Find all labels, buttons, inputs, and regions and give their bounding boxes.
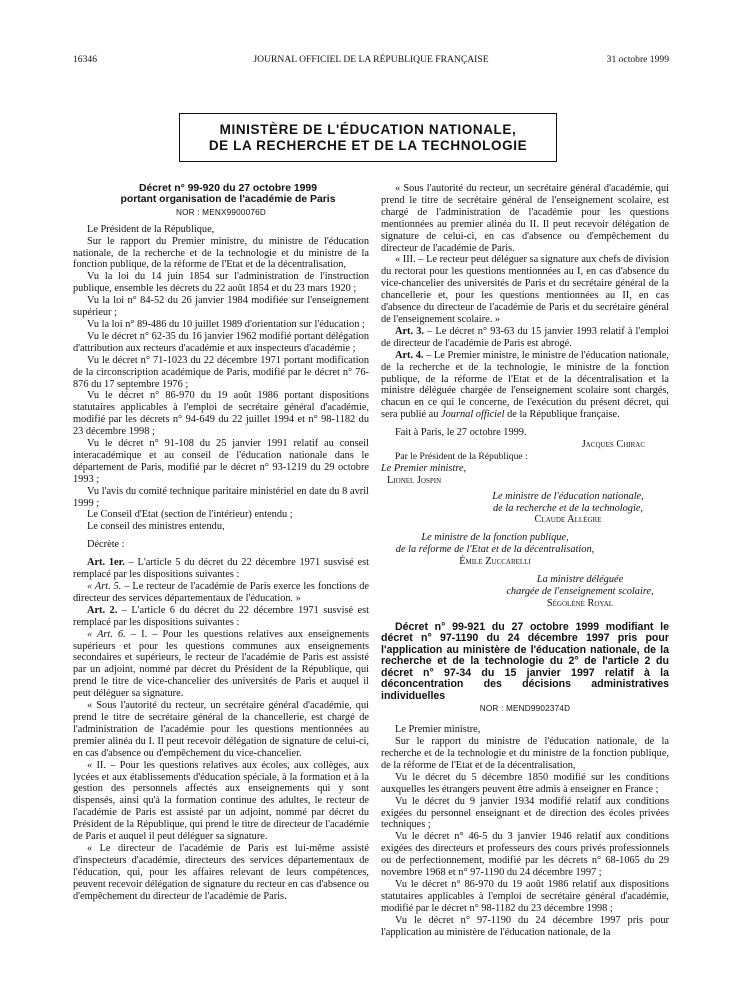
- decree2-visa: Sur le rapport du ministre de l'éducation nationale, de la recherche et de la technologie et du ministre de la fonction publique, de la réforme de l'Etat et de la décentralisation,: [381, 736, 669, 771]
- ministry-heading-line1: MINISTÈRE DE L'ÉDUCATION NATIONALE,: [219, 122, 517, 137]
- president-signature: Jacques Chirac: [581, 439, 645, 451]
- article-3-text: – Le décret n° 93-63 du 15 janvier 1993 relatif à l'emploi de directeur de l'académie de Paris est abrogé.: [381, 325, 669, 349]
- min-fp-block: [381, 532, 609, 568]
- article-6-label: « Art. 6.: [87, 628, 126, 640]
- min-fp-title2: de la réforme de l'Etat et de la décentralisation,: [395, 544, 595, 556]
- page-header: [73, 54, 669, 68]
- decree2-intro: Le Premier ministre,: [395, 724, 481, 736]
- decree2-visa: Vu le décret n° 46-5 du 3 janvier 1946 relatif aux conditions exigées des directeurs et professeurs des cours privés professionnels ou de perfectionnement, modifié par les décrets n° 68-1065 du 29 novembre 1968 et n° 97-1190 du 24 décembre 1997 ;: [381, 831, 669, 879]
- decree1-visa: Le Conseil d'Etat (section de l'intérieur) entendu ;: [87, 509, 293, 521]
- min-del-title1: La ministre déléguée: [536, 574, 624, 586]
- ministry-heading-box: [179, 113, 557, 162]
- min-del-block: [491, 574, 669, 610]
- article-4-label: Art. 4.: [395, 349, 424, 361]
- decree2-visa: Vu le décret n° 97-1190 du 24 décembre 1997 pris pour l'application au ministère de l'éducation nationale, de la: [381, 914, 669, 938]
- decree1-visa: Vu le décret n° 86-970 du 19 août 1986 portant dispositions statutaires applicables à l'emploi de secrétaire général d'académie, modifié par les décrets n° 94-649 du 22 juillet 1994 et n° 98-1182 du 23 décembre 1998 ;: [73, 390, 369, 438]
- decree1-visa: Le conseil des ministres entendu,: [87, 521, 225, 533]
- article-2-text: – L'article 6 du décret du 22 décembre 1971 susvisé est remplacé par les dispositions suivantes :: [73, 604, 370, 628]
- decree2-title: Décret n° 99-921 du 27 octobre 1999 modifiant le décret n° 97-1190 du 24 décembre 1997 pris pour l'application au ministère de l'éducation nationale, de la recherche et de la technologie du 2° de l'article 2 du décret n° 97-34 du 15 janvier 1997 relatif à la déconcentration des décisions administratives individuelles: [381, 620, 669, 702]
- article-2-label: Art. 2.: [87, 604, 118, 616]
- article-6-para-4: « Le directeur de l'académie de Paris est lui-même assisté d'inspecteurs d'académie, directeurs des services départementaux de l'éducation, qui, pour les affaires relevant de leurs compétences, peuvent recevoir délégation de signature du recteur en cas d'absence ou d'empêchement du directeur de l'académie de Paris.: [73, 842, 369, 902]
- decree1-visa: Vu l'avis du comité technique paritaire ministériel en date du 8 avril 1999 ;: [73, 485, 369, 509]
- min-fp-title1: Le ministre de la fonction publique,: [421, 532, 569, 544]
- issue-date: 31 octobre 1999: [606, 54, 669, 65]
- article-5-label: « Art. 5.: [87, 581, 122, 592]
- decree1-visa: Vu le décret n° 62-35 du 16 janvier 1962 modifié portant délégation d'attribution aux recteurs d'académie et aux inspecteurs d'académie ;: [73, 330, 369, 354]
- article-1: [73, 557, 369, 581]
- min-edu-block: [467, 491, 669, 527]
- article-6-para-1: [73, 629, 369, 700]
- article-6-para-5: « Sous l'autorité du recteur, un secrétaire général d'académie, qui prend le titre de secrétaire général de l'enseignement scolaire, est chargé de l'administration de l'académie pour les questions mentionnées au premier alinéa du II. Il peut recevoir délégation de signature de celui-ci, en cas d'absence ou d'empêchement du directeur de l'académie de Paris.: [381, 183, 669, 254]
- min-del-title2: chargée de l'enseignement scolaire,: [506, 586, 654, 597]
- article-6-para-2: « Sous l'autorité du recteur, un secrétaire général d'académie, qui prend le titre de secrétaire général de la chancellerie, est chargé de l'administration de l'académie pour les questions mentionnées au premier alinéa du I. Il peut recevoir délégation de signature de celui-ci, en cas d'absence ou d'empêchement du vice-chancelier.: [73, 700, 369, 759]
- decree1-visa: Vu le décret n° 91-108 du 25 janvier 1991 relatif au conseil interacadémique et au conseil de l'éducation nationale dans le département de Paris, modifié par le décret n° 93-1219 du 29 octobre 1993 ;: [73, 438, 369, 485]
- pm-title: Le Premier ministre,: [381, 462, 467, 474]
- min-edu-title1: Le ministre de l'éducation nationale,: [492, 490, 644, 502]
- article-4-text-a: – Le Premier ministre, le ministre de l'éducation nationale, de la recherche et de la technologie, le ministre de la fonction publique, de la réforme de l'Etat et de la décentralisation et la ministre déléguée chargée de l'enseignement scolaire sont chargés, chacun en ce qui le concerne, de l'exécution du présent décret, qui sera publié au: [381, 349, 669, 421]
- article-6-para-6: « III. – Le recteur peut déléguer sa signature aux chefs de division du rectorat pour les questions mentionnées au I, en cas d'absence du vice-chancelier des universités de Paris et du secrétaire général de la chancellerie et, pour les questions mentionnées au II, en cas d'absence du directeur de l'académie de Paris et du secrétaire général de l'enseignement scolaire. »: [381, 254, 669, 325]
- decree2-visa: Vu le décret du 5 décembre 1850 modifié sur les conditions auxquelles les étrangers peuvent être admis à enseigner en France ;: [381, 771, 669, 795]
- left-column: [73, 183, 369, 902]
- decree1-intro: Le Président de la République,: [87, 223, 215, 235]
- article-6-text: – I. – Pour les questions relatives aux enseignements supérieurs et pour les questions communes aux enseignements secondaires et supérieurs, le recteur de l'académie de Paris est assisté par un adjoint, nommé par décret du Président de la République, qui prend le titre de vice-chancelier des universités de Paris et auquel il peut déléguer sa signature.: [73, 628, 369, 700]
- done-at: Fait à Paris, le 27 octobre 1999.: [395, 427, 527, 439]
- ministry-heading-line2: DE LA RECHERCHE ET DE LA TECHNOLOGIE: [208, 138, 528, 153]
- article-1-label: Art. 1er.: [87, 557, 125, 569]
- article-4: [381, 350, 669, 421]
- article-3: [381, 326, 669, 350]
- article-5-text: – Le recteur de l'académie de Paris exerce les fonctions de directeur des services départementaux de l'éducation. »: [73, 581, 369, 604]
- decree2-visa: Vu le décret n° 86-970 du 19 août 1986 relatif aux dispositions statutaires applicables à l'emploi de secrétaire général d'académie, modifié par le décret n° 98-1182 du 23 décembre 1998 ;: [381, 879, 669, 914]
- journal-officiel-ref: Journal officiel: [441, 409, 505, 421]
- decree1-title-line2: portant organisation de l'académie de Paris: [120, 194, 336, 206]
- pm-signature: Lionel Jospin: [387, 474, 442, 486]
- min-edu-title2: de la recherche et de la technologie,: [492, 502, 644, 514]
- decree1-decrete: Décrète :: [87, 539, 125, 551]
- min-edu-signature: Claude Allègre: [534, 514, 602, 526]
- journal-title: JOURNAL OFFICIEL DE LA RÉPUBLIQUE FRANÇAISE: [253, 54, 489, 65]
- article-2: [73, 605, 369, 629]
- decree1-visa: Vu la loi du 14 juin 1854 sur l'administration de l'instruction publique, ensemble les décrets du 22 août 1854 et du 23 mars 1920 ;: [73, 271, 369, 295]
- decree2-visa: Vu le décret du 9 janvier 1934 modifié relatif aux conditions exigées du personnel enseignant et de direction des écoles privées techniques ;: [381, 795, 669, 831]
- decree1-title-line1: Décret n° 99-920 du 27 octobre 1999: [139, 183, 317, 194]
- by-president: Par le Président de la République :: [395, 450, 528, 462]
- right-column: [381, 183, 669, 939]
- min-del-signature: Ségolène Royal: [546, 597, 614, 609]
- article-1-text: – L'article 5 du décret du 22 décembre 1971 susvisé est remplacé par les dispositions suivantes :: [73, 557, 370, 581]
- decree1-visa: Vu le décret n° 71-1023 du 22 décembre 1971 portant modification de la circonscription académique de Paris, modifié par le décret n° 76-876 du 17 septembre 1976 ;: [73, 354, 369, 390]
- decree2-nor: NOR : MEND9902374D: [479, 704, 571, 714]
- article-3-label: Art. 3.: [395, 325, 424, 337]
- decree1-nor: NOR : MENX9900076D: [175, 207, 267, 217]
- article-4-text-b: de la République française.: [504, 409, 620, 421]
- article-5: [73, 581, 369, 605]
- min-fp-signature: Émile Zuccarelli: [459, 556, 531, 568]
- page-number: 16346: [73, 54, 97, 65]
- article-6-para-3: « II. – Pour les questions relatives aux écoles, aux collèges, aux lycées et aux établissements d'éducation spéciale, à la formation et à la gestion des personnels affectés aux enseignements qui y sont dispensés, ainsi qu'à la formation continue des adultes, le recteur de l'académie de Paris est assisté par un adjoint, nommé par décret du Président de la République, qui prend le titre de directeur de l'académie de Paris et auquel il peut déléguer sa signature.: [73, 759, 369, 843]
- decree1-visa: Vu la loi n° 84-52 du 26 janvier 1984 modifiée sur l'enseignement supérieur ;: [73, 295, 369, 319]
- decree1-visa: Sur le rapport du Premier ministre, du ministre de l'éducation nationale, de la recherche et de la technologie et du ministre de la fonction publique, de la réforme de l'Etat et de la décentralisation,: [73, 235, 369, 271]
- decree1-visa: Vu la loi n° 89-486 du 10 juillet 1989 d'orientation sur l'éducation ;: [87, 318, 365, 330]
